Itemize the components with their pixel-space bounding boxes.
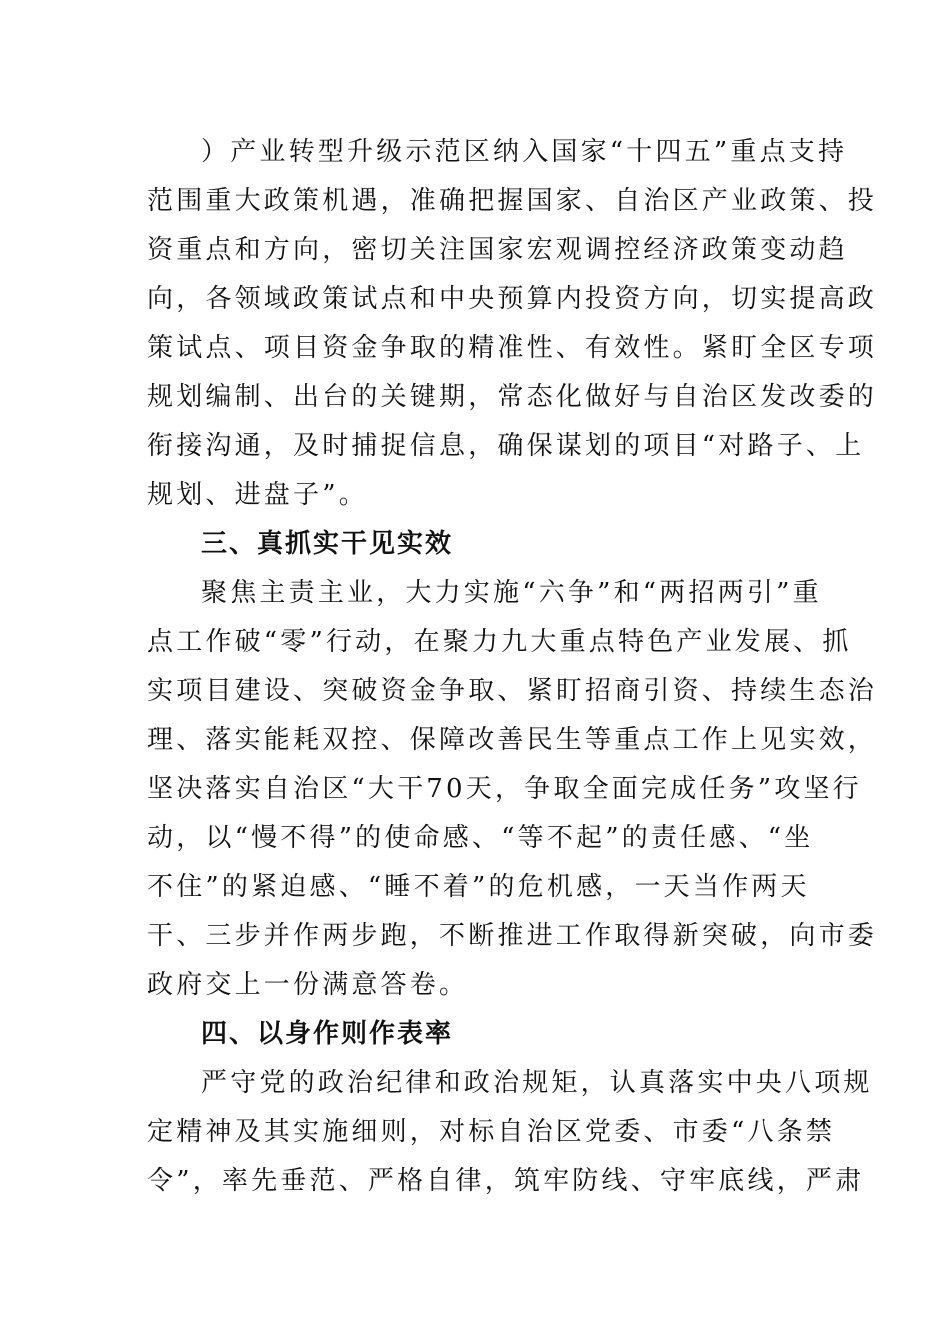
text-line: 政府交上一份满意答卷。 — [147, 970, 469, 1000]
text-line: ）产业转型升级示范区纳入国家“十四五”重点支持 — [201, 137, 848, 167]
text-line: 规划编制、出台的关键期，常态化做好与自治区发改委的 — [147, 382, 878, 412]
text-line: 策试点、项目资金争取的精准性、有效性。紧盯全区专项 — [147, 333, 878, 363]
text-line: 点工作破“零”行动，在聚力九大重点特色产业发展、抓 — [147, 627, 852, 657]
paragraph-1 — [147, 128, 878, 520]
text-line: 资重点和方向，密切关注国家宏观调控经济政策变动趋 — [147, 235, 848, 265]
text-line: 动，以“慢不得”的使命感、“等不起”的责任感、“坐 — [147, 823, 814, 853]
document-body — [147, 128, 878, 1206]
text-line: 令”，率先垂范、严格自律，筑牢防线、守牢底线，严肃 — [147, 1166, 865, 1196]
text-line: 干、三步并作两步跑，不断推进工作取得新突破，向市委 — [147, 921, 878, 951]
section-3 — [147, 520, 878, 1010]
section-4 — [147, 1010, 873, 1206]
text-line: 规划、进盘子”。 — [147, 480, 368, 510]
text-line: 定精神及其实施细则，对标自治区党委、市委“八条禁 — [147, 1117, 836, 1147]
text-line: 坚决落实自治区“大干70天，争取全面完成任务”攻坚行 — [147, 774, 862, 804]
text-line: 严守党的政治纪律和政治规矩，认真落实中央八项规 — [201, 1068, 873, 1098]
text-line: 不住”的紧迫感、“睡不着”的危机感，一天当作两天 — [147, 872, 810, 902]
text-line: 聚焦主责主业，大力实施“六争”和“两招两引”重 — [201, 578, 822, 608]
text-line: 向，各领域政策试点和中央预算内投资方向，切实提高政 — [147, 284, 878, 314]
text-line: 实项目建设、突破资金争取、紧盯招商引资、持续生态治 — [147, 676, 878, 706]
text-line: 理、落实能耗双控、保障改善民生等重点工作上见实效， — [147, 725, 878, 755]
text-line: 范围重大政策机遇，准确把握国家、自治区产业政策、投 — [147, 186, 878, 216]
section-heading: 三、真抓实干见实效 — [201, 529, 454, 559]
section-heading: 四、以身作则作表率 — [201, 1019, 454, 1049]
text-line: 衔接沟通，及时捕捉信息，确保谋划的项目“对路子、上 — [147, 431, 865, 461]
